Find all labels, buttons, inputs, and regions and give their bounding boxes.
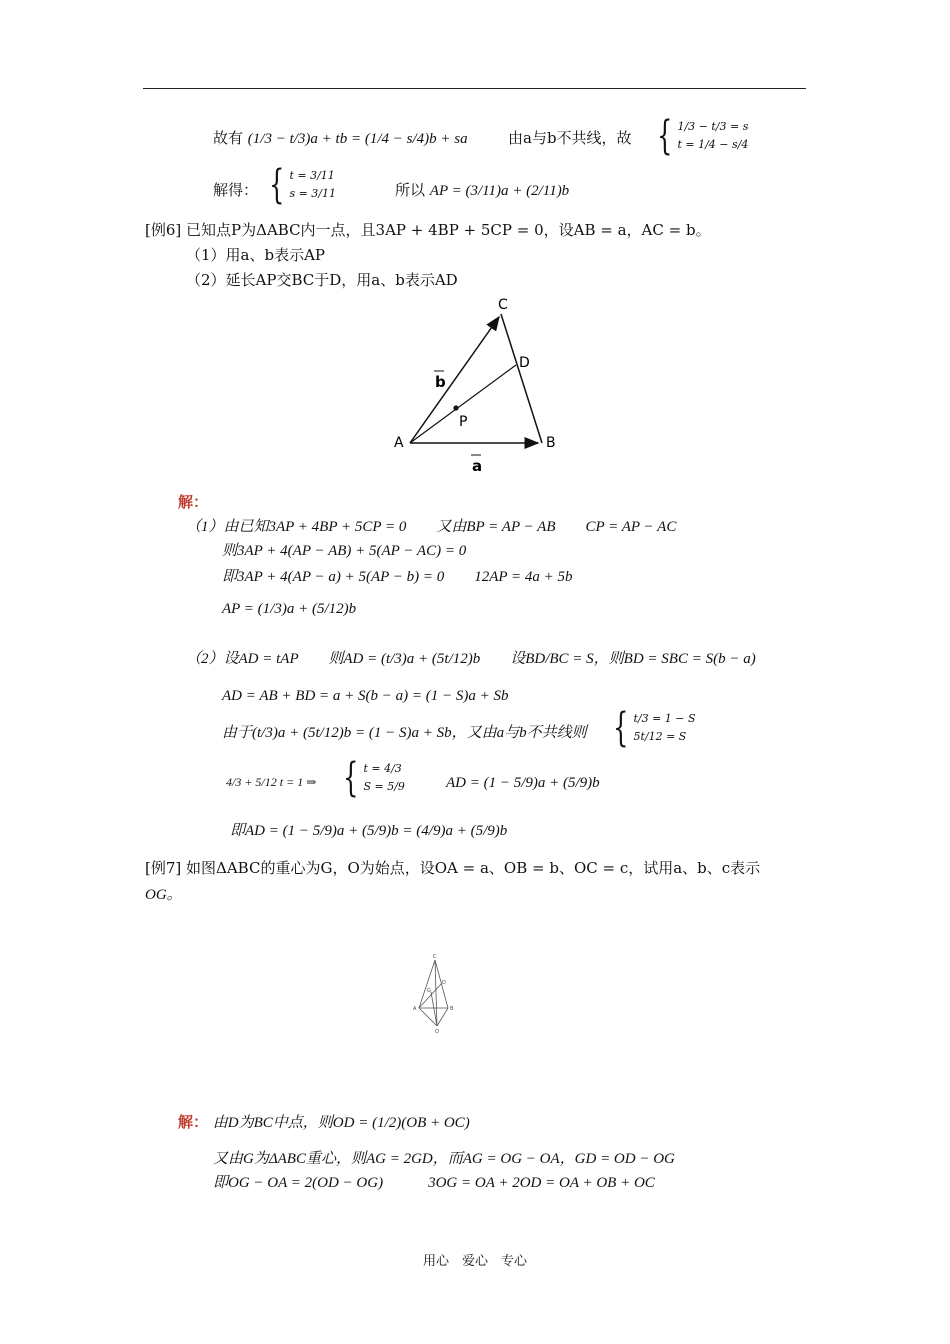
equation-1: (1/3 − t/3)a + tb = (1/4 − s/4)b + sa: [247, 131, 468, 147]
side-bc: [501, 314, 542, 443]
system-3: { t/3 = 1 − S 5t/12 = S: [613, 705, 696, 751]
example-7-heading-2: OG。: [145, 887, 182, 903]
solution-2-line-4b: AD = (1 − 5/9)a + (5/9)b: [446, 775, 600, 791]
page-footer: 用心 爱心 专心: [422, 1254, 527, 1269]
ap-result-line: [395, 180, 569, 201]
point-p: [453, 405, 458, 410]
solution-1-line-4: AP = (1/3)a + (5/12)b: [222, 601, 357, 617]
svg-text:C: C: [433, 954, 437, 960]
triangle-figure-1: [380, 295, 570, 480]
solution-1-line-1: （1）由已知3AP + 4BP + 5CP = 0 又由BP = AP − AB CP = AP − AC: [186, 519, 677, 535]
system-4: { t = 4/3 S = 5/9: [343, 755, 405, 801]
example-7-line-1: 解： 由D为BC中点，则OD = (1/2)(OB + OC): [178, 1113, 470, 1131]
svg-text:D: D: [442, 980, 446, 986]
solution-1-line-2: 则3AP + 4(AP − AB) + 5(AP − AC) = 0: [222, 543, 467, 559]
system-4-row-2: S = 5/9: [363, 780, 405, 793]
vector-b-arrow: [410, 317, 499, 443]
system-4-row-1: t = 4/3: [363, 762, 402, 775]
label-a-vertex: A: [394, 435, 404, 451]
so-label: 所以: [395, 181, 426, 199]
solution-2-line-1: （2）设AD = tAP 则AD = (t/3)a + (5t/12)b 设BD/BC = S，则BD = SBC = S(b − a): [186, 651, 756, 667]
system-3-row-2: 5t/12 = S: [633, 730, 687, 743]
svg-text:A: A: [413, 1006, 417, 1012]
system-2-row-2: s = 3/11: [289, 187, 337, 200]
solution-1-line-3: 即3AP + 4(AP − a) + 5(AP − b) = 0 12AP = 4a + 5b: [222, 569, 573, 585]
solution-2-line-3: 由于(t/3)a + (5t/12)b = (1 − S)a + Sb，又由a与b不共线则: [222, 725, 587, 741]
example-6-heading: [例6] 已知点P为ΔABC内一点，且3AP + 4BP + 5CP = 0，设AB = a，AC = b。: [145, 221, 711, 239]
example-7-solution-label: 解：: [178, 1113, 209, 1131]
noncollinear-line: [508, 128, 632, 148]
svg-text:O: O: [435, 1029, 439, 1034]
label-c-vertex: C: [498, 297, 508, 313]
svg-text:G: G: [427, 988, 431, 994]
example-6-solution-label: 解：: [178, 493, 209, 511]
system-2: { t = 3/11 s = 3/11: [269, 162, 337, 208]
eq-line-1: [213, 128, 468, 149]
therefore-label: 故有: [213, 129, 244, 147]
system-1-row-2: t = 1/4 − s/4: [677, 138, 749, 151]
system-1-row-1: 1/3 − t/3 = s: [677, 120, 749, 133]
centroid-figure: [410, 952, 460, 1034]
label-vector-a: a: [472, 457, 483, 475]
example-6-question-2: （2）延长AP交BC于D，用a、b表示AD: [186, 271, 458, 289]
system-2-row-1: t = 3/11: [289, 169, 335, 182]
ap-result: AP = (3/11)a + (2/11)b: [429, 183, 570, 199]
label-vector-b: b: [435, 373, 446, 391]
solve-label: 解得：: [213, 181, 259, 199]
example-7-line-2: 又由G为ΔABC重心，则AG = 2GD，而AG = OG − OA，GD = OD − OG: [213, 1151, 675, 1167]
example-7-line-3: 即OG − OA = 2(OD − OG) 3OG = OA + 2OD = OA + OB + OC: [213, 1175, 655, 1191]
label-d-point: D: [519, 355, 530, 371]
example-6-question-1: （1）用a、b表示AP: [186, 246, 326, 264]
svg-text:B: B: [450, 1006, 454, 1012]
label-b-vertex: B: [546, 435, 556, 451]
example-7-heading-1: [例7] 如图ΔABC的重心为G，O为始点，设OA = a、OB = b、OC = c，试用a、b、c表示: [145, 859, 761, 877]
header-rule: [143, 88, 806, 89]
system-1: { 1/3 − t/3 = s t = 1/4 − s/4: [657, 113, 749, 159]
solution-2-line-5: 即AD = (1 − 5/9)a + (5/9)b = (4/9)a + (5/9)b: [230, 823, 508, 839]
system-3-row-1: t/3 = 1 − S: [633, 712, 696, 725]
solution-2-line-4a: 4/3 + 5/12 t = 1 ⇒: [226, 775, 317, 789]
segment-ad: [410, 365, 516, 443]
noncollinear-text: 由a与b不共线，故: [508, 129, 632, 147]
solution-2-line-2: AD = AB + BD = a + S(b − a) = (1 − S)a + Sb: [222, 688, 509, 704]
label-p-point: P: [459, 414, 468, 430]
